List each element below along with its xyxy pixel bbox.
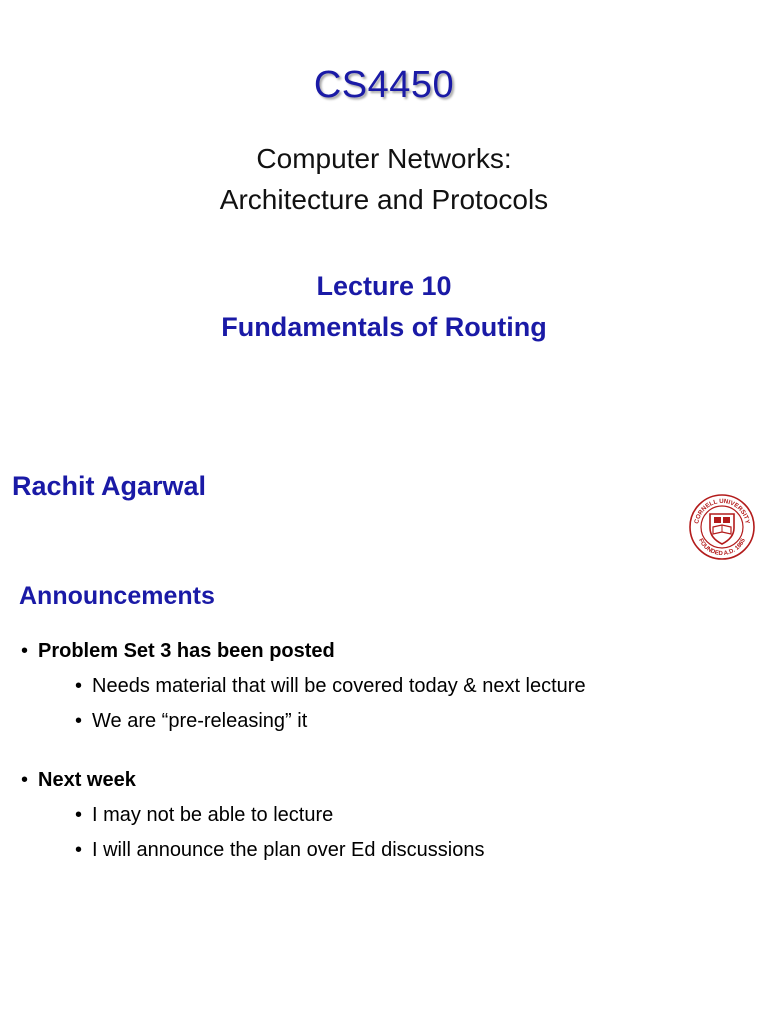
lecture-number: Lecture 10 [316, 271, 452, 301]
list-subitem-text: Needs material that will be covered today & next lecture [92, 675, 586, 697]
bullet-icon: • [75, 804, 83, 826]
cornell-university-seal-icon [689, 494, 755, 560]
list-subitem-text: We are “pre-releasing” it [92, 710, 308, 732]
bullet-icon: • [21, 769, 29, 791]
list-subitem [75, 804, 333, 827]
course-subtitle-line1: Computer Networks: [256, 143, 512, 174]
svg-text:CORNELL UNIVERSITY: CORNELL UNIVERSITY [693, 497, 751, 525]
course-code-title: CS4450 [313, 64, 455, 106]
list-subitem-text: I will announce the plan over Ed discussions [92, 839, 485, 861]
lecture-title: Fundamentals of Routing [221, 312, 547, 342]
list-item-text: Problem Set 3 has been posted [38, 640, 335, 662]
list-subitem [75, 675, 586, 698]
bullet-icon: • [75, 675, 83, 697]
list-subitem [75, 839, 484, 862]
list-subitem [75, 710, 307, 733]
list-subitem-text: I may not be able to lecture [92, 804, 334, 826]
course-subtitle-line2: Architecture and Protocols [219, 184, 549, 215]
list-item [21, 640, 335, 663]
svg-text:FOUNDED A.D. 1865: FOUNDED A.D. 1865 [697, 537, 747, 558]
author-name: Rachit Agarwal [12, 471, 207, 501]
bullet-icon: • [75, 839, 83, 861]
bullet-icon: • [21, 640, 29, 662]
list-item-text: Next week [38, 769, 136, 791]
bullet-icon: • [75, 710, 83, 732]
announcements-heading: Announcements [19, 582, 215, 610]
list-item [21, 769, 136, 792]
